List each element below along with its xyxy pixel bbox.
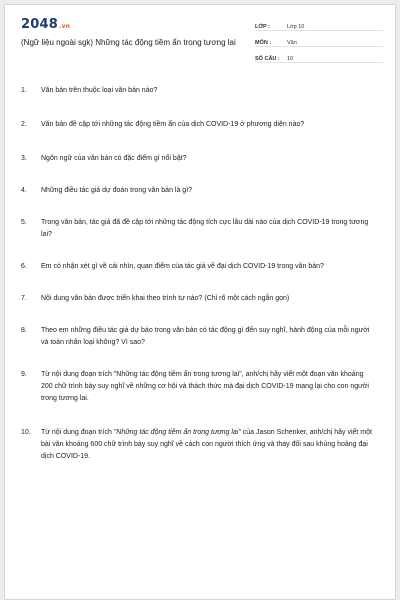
question-text: Từ nội dung đoạn trích "Những tác động tiềm ẩn trong tương lai", anh/chị hãy viết một đoạn văn khoảng 200 chữ trình bày suy nghĩ về những cơ hội và thách thức mà đại dịch COVID-19 mang lại cho con người trong tương lai. xyxy=(41,371,369,402)
question-text: Ngôn ngữ của văn bản có đặc điểm gì nổi bật? xyxy=(41,155,187,162)
logo-domain: .vn xyxy=(58,23,71,30)
question-item xyxy=(21,119,377,131)
question-text: Những điều tác giả dự đoán trong văn bản là gì? xyxy=(41,187,193,194)
question-text-part: Từ nội dung đoạn trích xyxy=(41,429,114,436)
meta-label: SỐ CÂU : xyxy=(255,56,280,62)
site-logo[interactable] xyxy=(21,17,70,32)
worksheet-page xyxy=(4,4,396,600)
meta-info xyxy=(255,17,383,65)
question-quoted-title: "Những tác động tiềm ẩn trong tương lai" xyxy=(113,429,241,436)
question-item xyxy=(21,153,377,165)
question-number: 2. xyxy=(21,121,27,128)
question-number: 5. xyxy=(21,219,27,226)
question-item xyxy=(21,261,377,273)
meta-label: MÔN : xyxy=(255,40,272,46)
question-text: Em có nhận xét gì về cái nhìn, quan điểm của tác giả về đại dịch COVID-19 trong văn bản? xyxy=(41,263,324,270)
meta-row-question-count xyxy=(255,49,383,63)
question-item xyxy=(21,293,377,305)
logo-text: 2048 xyxy=(21,17,58,32)
question-item xyxy=(21,85,377,97)
question-text: Văn bản trên thuộc loại văn bản nào? xyxy=(41,87,158,94)
meta-row-class xyxy=(255,17,383,31)
question-item xyxy=(21,185,377,197)
meta-value: Lớp 10 xyxy=(287,24,305,30)
question-number: 7. xyxy=(21,295,27,302)
question-text: Theo em những điều tác giả dự báo trong văn bản có tác động gì đến suy nghĩ, hành động của mỗi người và toàn nhân loại không? Vì sao? xyxy=(41,327,370,346)
question-text: Văn bản đề cập tới những tác động tiềm ẩn của dịch COVID-19 ở phương diện nào? xyxy=(41,121,305,128)
meta-value: 10 xyxy=(287,56,294,62)
meta-label: LỚP : xyxy=(255,24,270,30)
meta-row-subject xyxy=(255,33,383,47)
question-number: 3. xyxy=(21,155,27,162)
question-number: 10. xyxy=(21,429,31,436)
question-item xyxy=(21,369,377,405)
question-number: 1. xyxy=(21,87,27,94)
question-text-part: của Jason Schenker, anh/chị hãy viết một bài văn khoảng 600 chữ trình bày suy nghĩ về cách con người thích ứng và thay đổi sau khủng hoảng đại dịch COVID-19. xyxy=(41,429,372,460)
page-title: (Ngữ liệu ngoài sgk) Những tác động tiềm ẩn trong tương lai xyxy=(21,38,236,47)
question-item xyxy=(21,217,377,241)
question-number: 4. xyxy=(21,187,27,194)
question-item xyxy=(21,325,377,349)
question-text xyxy=(41,427,377,463)
question-number: 6. xyxy=(21,263,27,270)
question-text: Trong văn bản, tác giả đã đề cập tới những tác động tích cực lâu dài nào của dịch COVID-19 trong tương lai? xyxy=(41,219,369,238)
question-number: 9. xyxy=(21,371,27,378)
question-item xyxy=(21,427,377,463)
question-text: Nội dung văn bản được triển khai theo trình tự nào? (Chỉ rõ một cách ngắn gọn) xyxy=(41,295,290,302)
question-number: 8. xyxy=(21,327,27,334)
meta-value: Văn xyxy=(287,40,297,46)
question-list xyxy=(21,85,377,463)
